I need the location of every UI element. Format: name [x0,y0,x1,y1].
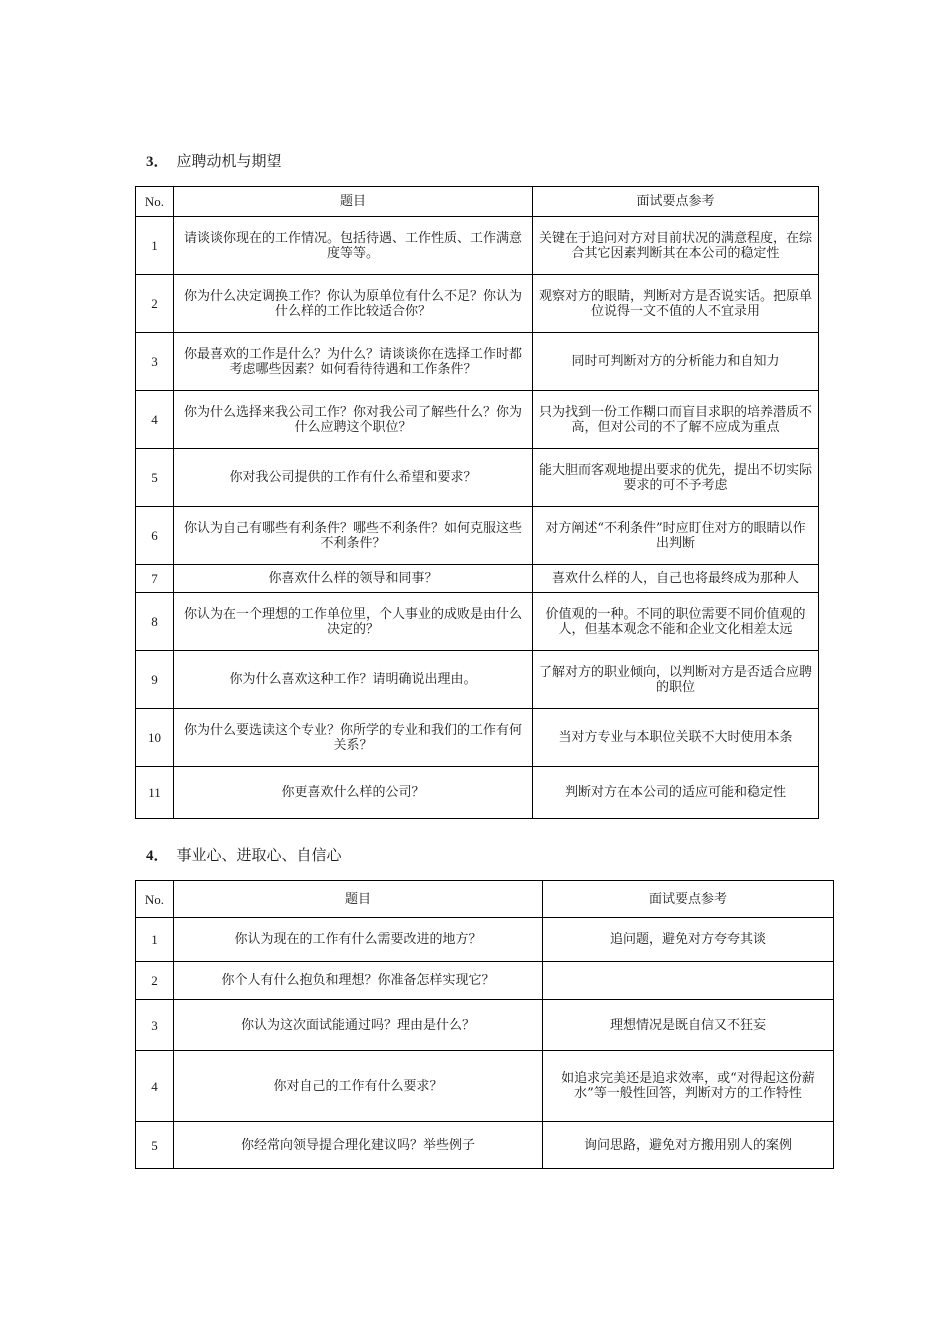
section-3-number: 3． [146,154,169,170]
table-header-row [136,187,819,217]
row-question: 你为什么喜欢这种工作？请明确说出理由。 [174,651,533,709]
row-notes: 喜欢什么样的人，自己也将最终成为那种人 [533,565,819,593]
section-4-table [135,880,834,1169]
row-notes: 如追求完美还是追求效率，或“对得起这份薪水”等一般性回答，判断对方的工作特性 [543,1051,834,1122]
header-question: 题目 [174,187,533,217]
table-row [136,507,819,565]
header-question: 题目 [174,881,543,918]
row-question: 你对我公司提供的工作有什么希望和要求？ [174,449,533,507]
row-question: 你对自己的工作有什么要求？ [174,1051,543,1122]
table-row [136,918,834,962]
row-number: 8 [136,593,174,651]
row-notes: 价值观的一种。不同的职位需要不同价值观的人，但基本观念不能和企业文化相差太远 [533,593,819,651]
section-3-title: 应聘动机与期望 [176,152,282,170]
row-question: 你经常向领导提合理化建议吗？举些例子 [174,1122,543,1169]
row-number: 1 [136,217,174,275]
row-number: 9 [136,651,174,709]
row-number: 2 [136,275,174,333]
section-3-heading [146,151,282,172]
section-3-table [135,186,819,819]
row-notes: 关键在于追问对方对目前状况的满意程度，在综合其它因素判断其在本公司的稳定性 [533,217,819,275]
row-question: 你个人有什么抱负和理想？你准备怎样实现它？ [174,962,543,1000]
header-no: No. [136,881,174,918]
row-question: 你更喜欢什么样的公司？ [174,767,533,819]
row-number: 11 [136,767,174,819]
row-notes: 同时可判断对方的分析能力和自知力 [533,333,819,391]
row-question: 你认为在一个理想的工作单位里，个人事业的成败是由什么决定的？ [174,593,533,651]
table-row [136,962,834,1000]
table-row [136,709,819,767]
row-number: 3 [136,333,174,391]
row-notes: 对方阐述“不利条件”时应盯住对方的眼睛以作出判断 [533,507,819,565]
table-row [136,275,819,333]
row-number: 3 [136,1000,174,1051]
row-number: 5 [136,449,174,507]
row-question: 你认为自己有哪些有利条件？哪些不利条件？如何克服这些不利条件？ [174,507,533,565]
row-notes: 理想情况是既自信又不狂妄 [543,1000,834,1051]
table-row [136,1000,834,1051]
row-notes: 追问题，避免对方夸夸其谈 [543,918,834,962]
header-no: No. [136,187,174,217]
table-row [136,1051,834,1122]
row-number: 4 [136,391,174,449]
table-header-row [136,881,834,918]
row-notes: 观察对方的眼睛，判断对方是否说实话。把原单位说得一文不值的人不宜录用 [533,275,819,333]
table-row [136,449,819,507]
row-notes: 只为找到一份工作糊口而盲目求职的培养潜质不高，但对公司的不了解不应成为重点 [533,391,819,449]
row-number: 1 [136,918,174,962]
table-row [136,593,819,651]
table-row [136,217,819,275]
row-notes: 能大胆而客观地提出要求的优先，提出不切实际要求的可不予考虑 [533,449,819,507]
row-question: 你为什么决定调换工作？你认为原单位有什么不足？你认为什么样的工作比较适合你？ [174,275,533,333]
section-4-title: 事业心、进取心、自信心 [176,846,342,864]
row-number: 5 [136,1122,174,1169]
row-question: 你为什么选择来我公司工作？你对我公司了解些什么？你为什么应聘这个职位？ [174,391,533,449]
row-number: 2 [136,962,174,1000]
row-notes: 询问思路，避免对方搬用别人的案例 [543,1122,834,1169]
row-question: 请谈谈你现在的工作情况。包括待遇、工作性质、工作满意度等等。 [174,217,533,275]
row-question: 你认为现在的工作有什么需要改进的地方？ [174,918,543,962]
row-notes: 当对方专业与本职位关联不大时使用本条 [533,709,819,767]
row-question: 你为什么要选读这个专业？你所学的专业和我们的工作有何关系？ [174,709,533,767]
table-row [136,1122,834,1169]
table-row [136,391,819,449]
table-row [136,565,819,593]
row-notes: 了解对方的职业倾向，以判断对方是否适合应聘的职位 [533,651,819,709]
table-row [136,767,819,819]
section-4-heading [146,845,342,866]
row-number: 4 [136,1051,174,1122]
header-notes: 面试要点参考 [543,881,834,918]
table-row [136,651,819,709]
row-number: 10 [136,709,174,767]
row-question: 你喜欢什么样的领导和同事？ [174,565,533,593]
header-notes: 面试要点参考 [533,187,819,217]
table-row [136,333,819,391]
section-4-number: 4． [146,848,169,864]
row-notes: 判断对方在本公司的适应可能和稳定性 [533,767,819,819]
row-question: 你最喜欢的工作是什么？为什么？请谈谈你在选择工作时都考虑哪些因素？如何看待待遇和工作条件？ [174,333,533,391]
row-number: 7 [136,565,174,593]
row-notes [543,962,834,1000]
row-question: 你认为这次面试能通过吗？理由是什么？ [174,1000,543,1051]
row-number: 6 [136,507,174,565]
